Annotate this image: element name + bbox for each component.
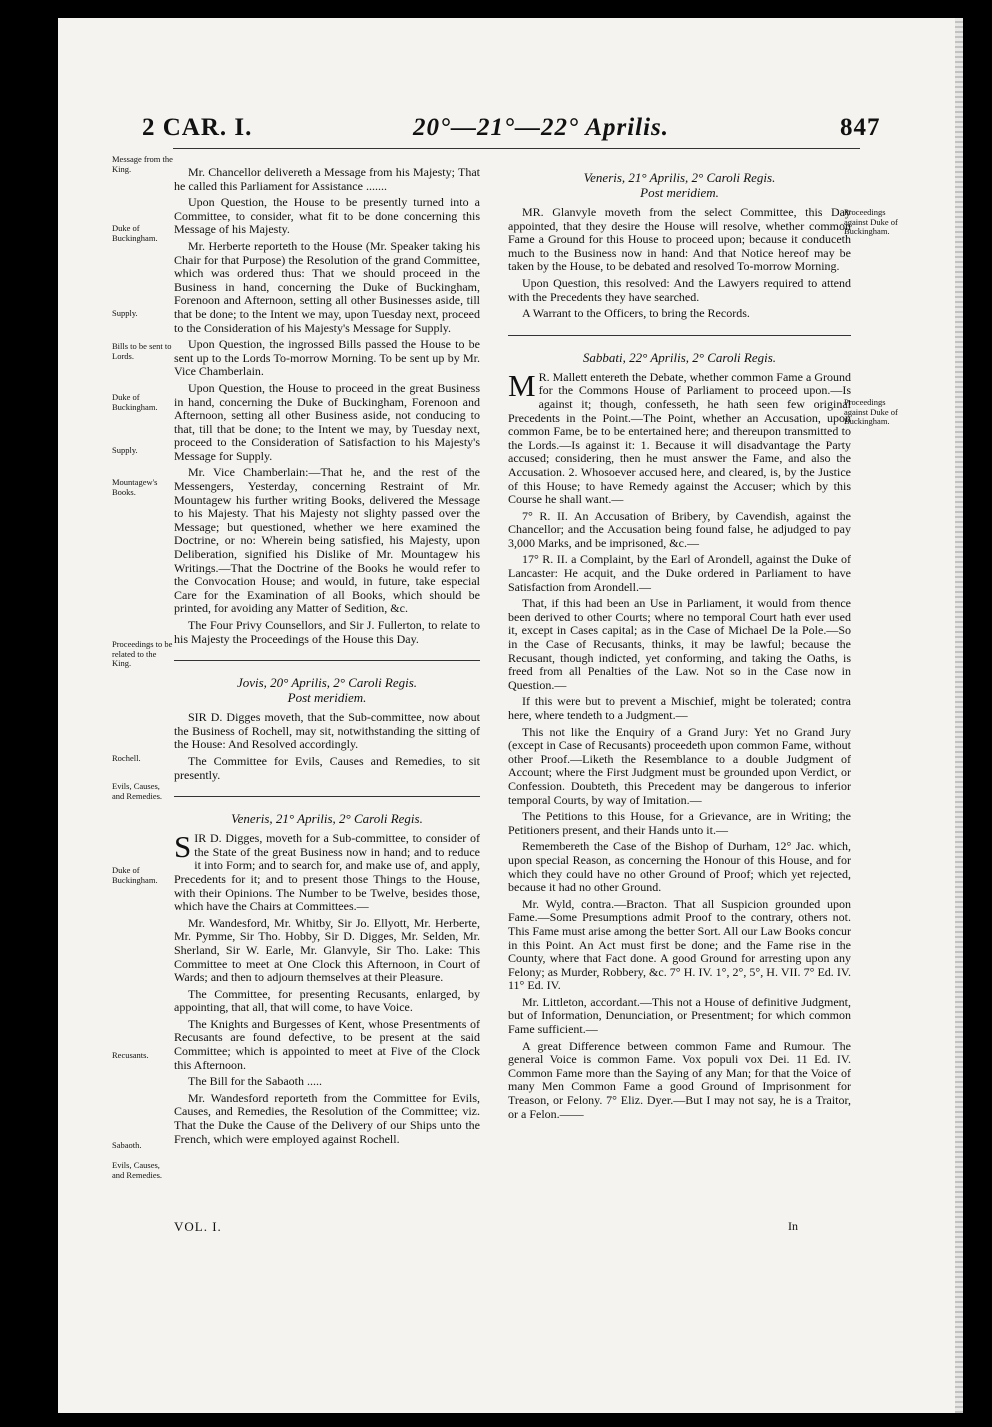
right-column: [508, 166, 851, 1124]
paragraph: Mr. Wyld, contra.—Bracton. That all Suspicion grounded upon Fame.—Some Presumptions admit Proof to the contrary, others not. This Fame must arise among the better Sort. All our Law Books concur in this Point. An Act must first be done; and the Fame rise in the County, where that Fact done. A good Ground for arresting upon any Felony; as Murder, Robbery, &c. 7° H. IV. 1°, 2°, 5°, H. VII. 7° Ed. IV. 11° Ed. IV.: [508, 896, 851, 993]
paragraph-drop-cap: [174, 829, 480, 914]
margin-note: Message from the King.: [112, 154, 173, 174]
margin-note: Sabaoth.: [112, 1140, 142, 1150]
paragraph: Remembereth the Case of the Bishop of Durham, 12° Jac. which, upon special Reason, as concerning the Honour of this House, and for which they could have no other Ground of Proof; which yet rejected, because it had no other Ground.: [508, 839, 851, 895]
paragraph-text: R. Mallett entereth the Debate, whether common Fame a Ground for the Commons House of Parliament to proceed upon.—Is against it; though, confesseth, he hath seen few original Precedents in the Point.—The Point, whether an Accusation, upon common Fame, be to be entertained here; and thereupon transmitted to the Lords.—Is against it: 1. Because it will disadvantage the Party accused; considering, then he must answer the Fame, and also the Accusation. 2. Whosoever accused here, and cleared, is, by the Justice of this House; to have Remedy against the Accuser; which by this Course he shall want.—: [508, 369, 851, 507]
margin-note: Supply.: [112, 308, 138, 318]
section-date: Veneris, 21° Aprilis, 2° Caroli Regis.: [583, 170, 776, 185]
paragraph: The Knights and Burgesses of Kent, whose Presentments of Recusants are found defective, to be present at the said Committee; which is appointed to meet at Five of the Clock this Afternoon.: [174, 1016, 480, 1072]
margin-note: Proceedings against Duke of Buckingham.: [844, 397, 898, 426]
section-rule: [174, 796, 480, 797]
paragraph: Upon Question, this resolved: And the Lawyers required to attend with the Precedents they have searched.: [508, 275, 851, 304]
page-number: 847: [840, 114, 881, 141]
margin-note: Supply.: [112, 445, 138, 455]
margin-note: Proceedings to be related to the King.: [112, 639, 173, 668]
paragraph: Upon Question, the ingrossed Bills passed the House to be sent up to the Lords To-morrow Morning. To be sent up by Mr. Vice Chamberlain.: [174, 337, 480, 379]
margin-note: Evils, Causes, and Remedies.: [112, 781, 163, 801]
drop-cap: S: [174, 829, 192, 865]
paragraph: 7° R. II. An Accusation of Bribery, by Cavendish, against the Chancellor; and the Accusation being found false, he adjudged to pay 3,000 Marks, and be imprisoned, &c.—: [508, 508, 851, 550]
paragraph: A great Difference between common Fame and Rumour. The general Voice is common Fame. Vox populi vox Dei. 11 Ed. IV. Common Fame more than the Saying of any Man; for that the Voice of many Men Common Fame a good Ground of Imprisonment for Treason, or Felony. 7° Eliz. Dyer.—But I may not say, he is a Traitor, or a Felon.——: [508, 1038, 851, 1121]
running-head-left: 2 CAR. I.: [142, 114, 253, 141]
margin-note: Rochell.: [112, 753, 141, 763]
margin-note: Recusants.: [112, 1050, 149, 1060]
margin-note: Proceedings against Duke of Buckingham.: [844, 207, 898, 236]
section-heading: [174, 811, 480, 826]
paragraph-text: IR D. Digges, moveth for a Sub-committee, to consider of the State of the great Business now in hand; and to reduce it into Form; and to search for, and make use of, and apply, Precedents for it; and to present those Things to the House, with their Opinions. The Number to be Twelve, besides those, which have the Chairs at Committees.—: [174, 831, 480, 914]
page-edge: [955, 18, 963, 1413]
paragraph: SIR D. Digges moveth, that the Sub-committee, now about the Business of Rochell, may sit, notwithstanding the sitting of the House: And Resolved accordingly.: [174, 710, 480, 752]
paragraph: Mr. Wandesford reporteth from the Committee for Evils, Causes, and Remedies, the Resolution of the Committee; viz. That the Duke the Cause of the Delivery of our Ships unto the French, which were employed against Rochell.: [174, 1090, 480, 1146]
margin-note: Duke of Buckingham.: [112, 392, 158, 412]
volume-signature: VOL. I.: [174, 1219, 222, 1234]
document-page: [58, 18, 963, 1413]
section-heading: [174, 675, 480, 705]
paragraph: 17° R. II. a Complaint, by the Earl of Arondell, against the Duke of Lancaster: He acquit, and the Duke ordered in Parliament to have Satisfaction from Arondell.—: [508, 552, 851, 594]
paragraph: The Bill for the Sabaoth .....: [188, 1074, 322, 1089]
paragraph: MR. Glanvyle moveth from the select Committee, this Day appointed, that they desire the House will resolve, whether common Fame a Ground for this House to proceed upon; because it conduceth much to the Business now in hand: And that Notice hereof may be taken by the House, to be debated and resolved To-morrow Morning.: [508, 205, 851, 274]
paragraph: Mr. Littleton, accordant.—This not a House of definitive Judgment, but of Information, Denunciation, or Presentment; for which common Fame sufficient.—: [508, 994, 851, 1037]
margin-note: Bills to be sent to Lords.: [112, 341, 172, 361]
paragraph: The Committee for Evils, Causes and Remedies, to sit presently.: [174, 753, 480, 782]
section-date: Veneris, 21° Aprilis, 2° Caroli Regis.: [231, 811, 423, 827]
section-heading: [508, 170, 851, 200]
section-date: Sabbati, 22° Aprilis, 2° Caroli Regis.: [582, 349, 777, 365]
catchword: In: [788, 1219, 798, 1233]
paragraph-drop-cap: [508, 367, 851, 507]
margin-note: Duke of Buckingham.: [112, 223, 158, 243]
section-date: Jovis, 20° Aprilis, 2° Caroli Regis.: [236, 675, 418, 691]
paragraph: A Warrant to the Officers, to bring the Records.: [522, 306, 750, 321]
paragraph: Mr. Vice Chamberlain:—That he, and the rest of the Messengers, Yesterday, concerning Restraint of Mr. Mountagew his further writing Books, delivered the Message to his Majesty. That his Majesty not slighty passed over the Message; but questioned, whether we here examined the Doctrine, or no: Wherein being satisfied, his Majesty, upon Deliberation, signified his Dislike of Mr. Mountagew his Writings.—That the Doctrine of the Books he would refer to the Convocation House; and would, in future, take especial Care for the Examination of all Books, which should be printed, for avoiding any Matter of Sedition, &c.: [174, 465, 480, 616]
margin-note: Evils, Causes, and Remedies.: [112, 1160, 163, 1180]
paragraph: The Committee, for presenting Recusants, enlarged, by appointing, that all, that will come, to have Voice.: [174, 986, 480, 1015]
paragraph: Mr. Wandesford, Mr. Whitby, Sir Jo. Ellyott, Mr. Herberte, Mr. Pymme, Sir Tho. Hobby, Sir D. Digges, Mr. Selden, Mr. Sherland, Sir W. Earle, Mr. Glanvyle, Sir Tho. Lake: This Committee to meet at One Clock this Afternoon, in Court of Wards; and then to adjourn themselves at their Pleasure.: [174, 915, 480, 985]
left-column: [174, 166, 480, 1149]
section-subhead: Post meridiem.: [640, 185, 719, 200]
margin-note: Duke of Buckingham.: [112, 865, 158, 885]
paragraph: This not like the Enquiry of a Grand Jury: Yet no Grand Jury (except in Case of Recusants) proceedeth upon common Fame, without other Proof.—Liketh the Resemblance to a double Judgment of Account; where the First Judgment must be grounded upon Verdict, or Confession. Doubteth, this Precedent may be dangerous to inferior temporal Courts, by way of Imitation.—: [508, 724, 851, 807]
paragraph: The Petitions to this House, for a Grievance, are in Writing; the Petitioners present, and their Hands unto it.—: [508, 809, 851, 837]
section-rule: [174, 660, 480, 661]
paragraph: Upon Question, the House to proceed in the great Business in hand, concerning the Duke of Buckingham, Forenoon and Afternoon, setting all other Business aside, not conducing to that, till that be done; to the Intent we may, by Tuesday next, proceed to the Consideration of Satisfaction to his Majesty's Message for Supply.: [174, 380, 480, 463]
paragraph: The Four Privy Counsellors, and Sir J. Fullerton, to relate to his Majesty the Proceedings of the House this Day.: [174, 618, 480, 646]
section-rule: [508, 335, 851, 336]
section-heading: [508, 350, 851, 365]
header-rule: [173, 148, 860, 149]
drop-cap: M: [508, 367, 536, 403]
paragraph: Upon Question, the House to be presently turned into a Committee, to consider, what fit to be done concerning this Message of his Majesty.: [174, 195, 480, 237]
paragraph: If this were but to prevent a Mischief, might be tolerated; contra here, where tendeth to a Judgment.—: [508, 694, 851, 722]
section-subhead: Post meridiem.: [287, 690, 367, 706]
paragraph: Mr. Herberte reporteth to the House (Mr. Speaker taking his Chair for that Purpose) the Resolution of the grand Committee, which was ordered thus: That we should proceed in the Business in hand, concerning the Duke of Buckingham, Forenoon and Afternoon, setting all other Businesses aside, till that be done; to the Intent we may, upon Tuesday next, proceed to the Consideration of his Majesty's Message for Supply.: [174, 238, 480, 335]
paragraph: Mr. Chancellor delivereth a Message from his Majesty; That he called this Parliament for Assistance .......: [174, 165, 480, 193]
running-head-center: 20°—21°—22° Aprilis.: [413, 114, 670, 141]
margin-note: Mountagew's Books.: [112, 477, 158, 497]
paragraph: That, if this had been an Use in Parliament, it would from thence been derived to other Courts; where no temporal Court hath ever used it, except in Cases capital; as in the Case of Michael De la Pole.—So in the Case of Recusants, thinks, it may be lawful; because the Recusant, though indicted, yet conforming, and taking the Oaths, is freed from all Penalties of the Law. Not so in the Case now in Question.—: [508, 596, 851, 692]
